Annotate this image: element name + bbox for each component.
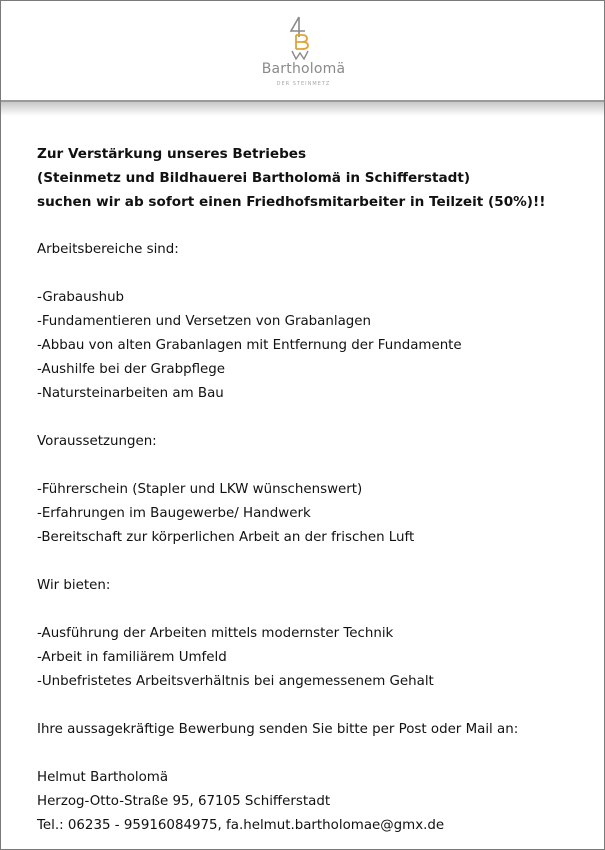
logo-name: Bartholomä [261, 61, 346, 77]
section-heading-areas: Arbeitsbereiche sind: [37, 242, 179, 257]
list-item: -Grabaushub [37, 290, 125, 305]
headline-line: suchen wir ab sofort einen Friedhofsmitarbeiter in Teilzeit (50%)!! [37, 194, 546, 210]
contact-phone-mail: Tel.: 06235 - 95916084975, fa.helmut.bartholomae@gmx.de [37, 818, 445, 833]
list-item: -Natursteinarbeiten am Bau [37, 386, 224, 401]
logo-subtitle: DER STEINMETZ [276, 81, 331, 87]
contact-name: Helmut Bartholomä [37, 770, 169, 785]
list-item: -Unbefristetes Arbeitsverhältnis bei angemessenem Gehalt [37, 674, 434, 689]
headline-line: Zur Verstärkung unseres Betriebes [37, 146, 307, 162]
list-item: -Erfahrungen im Baugewerbe/ Handwerk [37, 506, 311, 521]
application-note: Ihre aussagekräftige Bewerbung senden Sie bitte per Post oder Mail an: [37, 722, 519, 737]
contact-address: Herzog-Otto-Straße 95, 67105 Schifferstadt [37, 794, 331, 809]
list-item: -Führerschein (Stapler und LKW wünschenswert) [37, 482, 363, 497]
section-heading-requirements: Voraussetzungen: [37, 434, 157, 449]
headline-line: (Steinmetz und Bildhauerei Bartholomä in Schifferstadt) [37, 170, 471, 186]
section-heading-offer: Wir bieten: [37, 578, 111, 593]
list-item: -Abbau von alten Grabanlagen mit Entfernung der Fundamente [37, 338, 462, 353]
list-item: -Ausführung der Arbeiten mittels modernster Technik [37, 626, 394, 641]
list-item: -Bereitschaft zur körperlichen Arbeit an der frischen Luft [37, 530, 415, 545]
list-item: -Arbeit in familiärem Umfeld [37, 650, 227, 665]
list-item: -Fundamentieren und Versetzen von Grabanlagen [37, 314, 372, 329]
list-item: -Aushilfe bei der Grabpflege [37, 362, 226, 377]
